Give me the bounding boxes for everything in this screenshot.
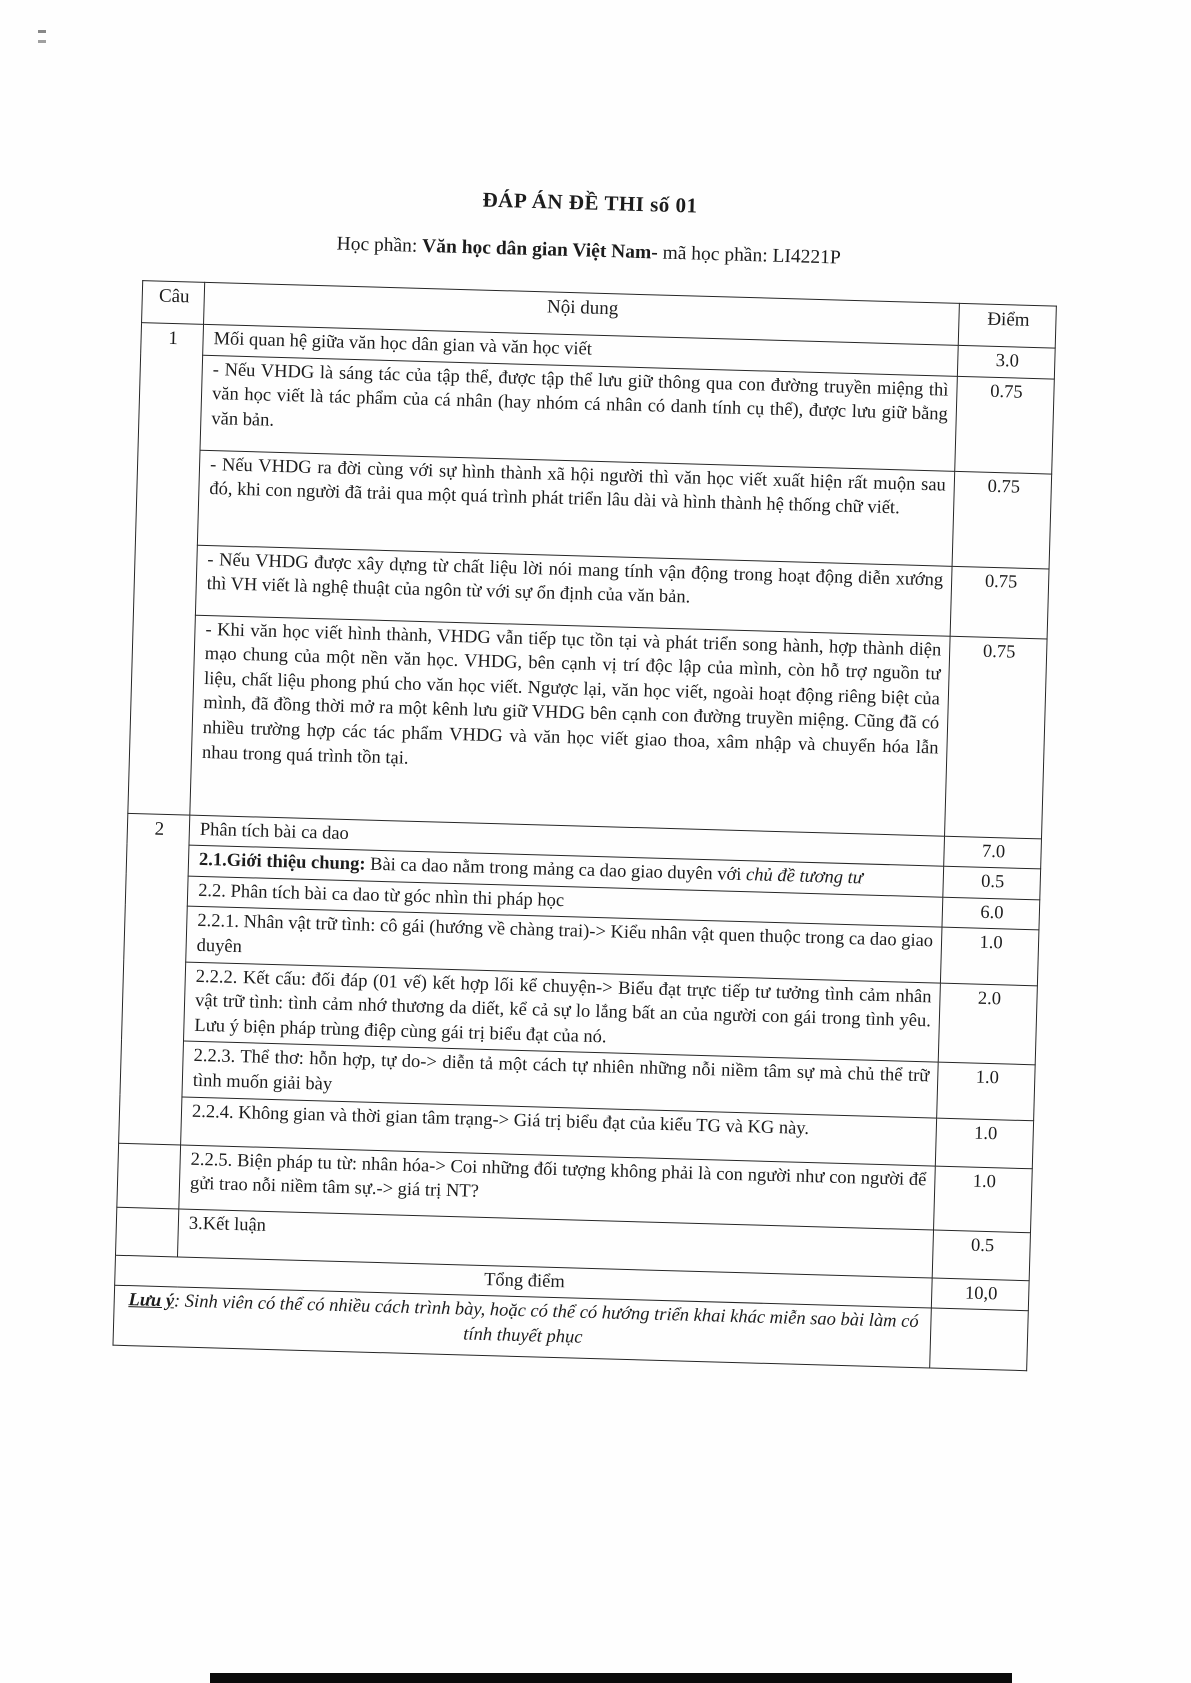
course-label: Học phần: [336,233,423,257]
score-cell: 2.0 [938,983,1037,1065]
note-label: Lưu ý [128,1290,175,1312]
answer-subheading: 2.2. Phân tích bài ca dao từ góc nhìn thi pháp học [187,876,943,928]
question-number-empty [117,1143,181,1209]
answer-key-table [112,280,1056,1371]
score-cell: 1.0 [940,928,1039,986]
score-cell: 0.5 [943,866,1041,899]
answer-point: - Nếu VHDG được xây dựng từ chất liệu lời nói mang tính vận động trong hoạt động diễn xướng thì VH viết là nghệ thuật của ngôn từ với sự ổn định của văn bản. [195,545,952,636]
note-score-empty [930,1308,1029,1371]
answer-point: - Nếu VHDG là sáng tác của tập thể, được tập thể lưu giữ thông qua con đường truyền miệng thì văn học viết là tác phẩm của cá nhân (hay nhóm cá nhân có danh tính cụ thể), được lưu giữ bằng văn bản. [200,355,957,471]
conclusion-heading: 3.Kết luận [177,1208,933,1277]
answer-point: 2.2.2. Kết cấu: đối đáp (01 vế) kết hợp lối kể chuyện-> Biểu đạt trực tiếp tư tưởng tình cảm nhân vật trữ tình: tình cảm nhớ thương da diết, kể cả sự lo lắng bất an của người con gái trong tình yêu. Lưu ý biện pháp trùng điệp cùng gái trị biểu đạt của nó. [183,962,940,1063]
question-2-heading: Phân tích bài ca dao [189,815,945,867]
score-cell: 1.0 [937,1062,1036,1120]
column-header-cau: Câu [142,281,205,325]
answer-point: 2.2.4. Không gian và thời gian tâm trạng-> Giá trị biểu đạt của kiểu TG và KG này. [181,1097,937,1166]
intro-label: 2.1.Giới thiệu chung: [198,850,366,875]
question-1-number: 1 [128,323,204,815]
answer-point: 2.2.1. Nhân vật trữ tình: cô gái (hướng về chàng trai)-> Kiểu nhân vật quen thuộc trong ca dao giao duyên [186,906,942,982]
page-title: ĐÁP ÁN ĐỀ THI số 01 [482,187,698,218]
score-cell: 1.0 [935,1118,1033,1169]
table-row [128,613,1047,838]
score-cell: 0.75 [952,471,1052,569]
course-code: mã học phần: LI4221P [657,242,842,269]
course-name: Văn học dân gian Việt Nam- [421,235,659,264]
question-1-heading: Mối quan hệ giữa văn học dân gian và văn học viết [203,324,959,376]
total-score: 10,0 [931,1278,1029,1311]
score-cell: 6.0 [942,897,1040,930]
answer-point: 2.2.5. Biện pháp tu từ: nhân hóa-> Coi những đối tượng không phải là con người như con người để gửi trao nỗi niềm tâm sự.-> giá trị NT? [179,1145,935,1230]
course-line [0,224,1184,279]
column-header-noidung: Nội dung [204,282,960,345]
score-cell: 0.5 [932,1230,1030,1281]
scan-noise-artifact [38,30,46,56]
answer-point: - Nếu VHDG ra đời cùng với sự hình thành xã hội người thì văn học viết xuất hiện rất muộn sau đó, khi con người đã trải qua một quá trình phát triển lâu dài và hình thành hệ thống chữ viết. [197,450,954,566]
intro-text: Bài ca dao nằm trong mảng ca dao giao duyên với [365,854,747,886]
scan-edge-artifact [210,1673,1012,1683]
question-number-empty [116,1207,179,1257]
score-cell: 0.75 [950,566,1049,639]
total-label: Tổng điểm [115,1255,933,1308]
score-cell: 0.75 [945,636,1048,839]
column-header-diem: Điểm [958,303,1056,348]
score-cell: 0.75 [955,376,1055,474]
note-text: : Sinh viên có thể có nhiều cách trình bày, hoặc có thể có hướng triển khai khác miễn sao bài làm có tính thuyết phục [173,1291,919,1348]
answer-point: 2.2.3. Thể thơ: hỗn hợp, tự do-> diễn tả một cách tự nhiên những nỗi niềm tâm sự mà chủ thể trữ tình muốn giải bày [182,1041,938,1117]
intro-theme: chủ đề tương tư [745,865,864,889]
question-2-heading-score: 7.0 [944,836,1042,869]
question-2-number: 2 [119,813,190,1145]
answer-point: - Khi văn học viết hình thành, VHDG vẫn tiếp tục tồn tại và phát triển song hành, hợp thành diện mạo chung của một nền văn học. VHDG, bên cạnh vị trí độc lập của mình, còn hỗ trợ nguồn tư liệu, chất liệu phong phú cho văn học viết. Ngược lại, văn học viết, ngoài hoạt động riêng biệt của mình, đã đồng thời mở ra một kênh lưu giữ VHDG bên cạnh con đường truyền miệng. Cũng đã có nhiều trường hợp các tác phẩm VHDG và văn học viết giao thoa, xâm nhập và chuyển hóa lẫn nhau trong quá trình tồn tại. [190,615,950,836]
question-1-heading-score: 3.0 [957,345,1055,378]
score-cell: 1.0 [934,1166,1033,1233]
